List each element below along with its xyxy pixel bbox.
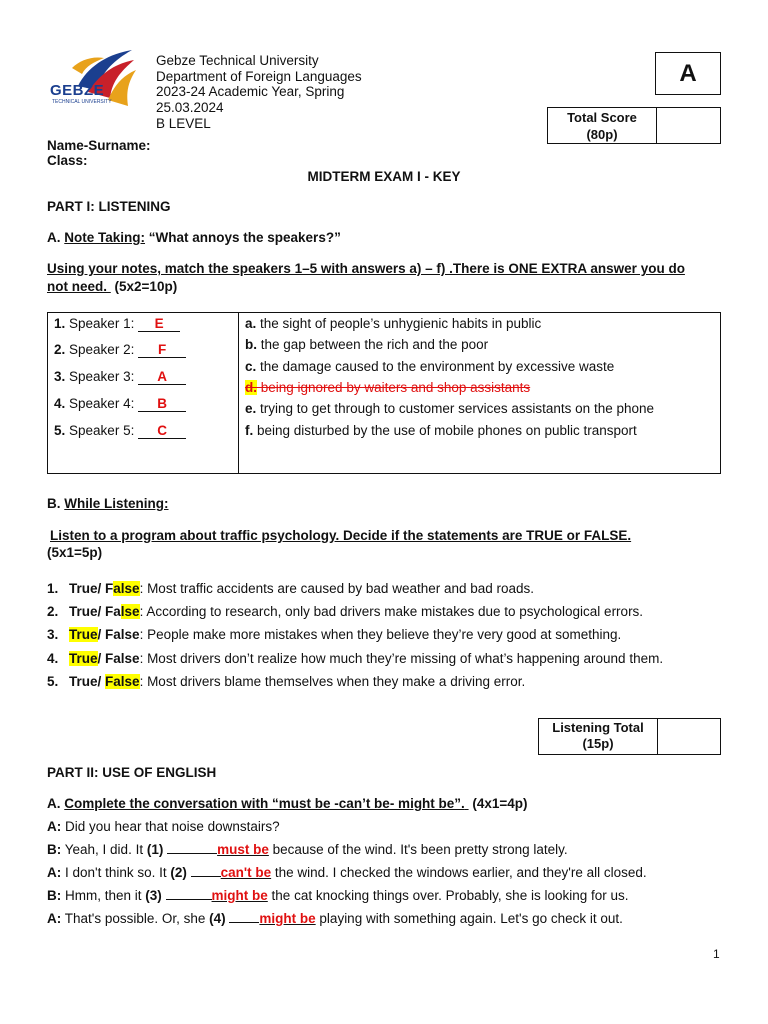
- part1-a-heading: A. Note Taking: “What annoys the speakers?”: [47, 230, 341, 245]
- statement-number: 5.: [47, 674, 59, 689]
- answer-option-letter: b.: [245, 337, 257, 352]
- dialogue-text-after: the cat knocking things over. Probably, she is looking for us.: [267, 888, 629, 903]
- blank-line[interactable]: [229, 922, 259, 923]
- dialogue-text: Hmm, then it: [61, 888, 146, 903]
- dialogue-text: That's possible. Or, she: [61, 911, 210, 926]
- listening-total-label-box: [538, 718, 658, 755]
- answer-option: [245, 316, 541, 331]
- speaker-row: [54, 423, 186, 439]
- statement-text: : According to research, only bad drivers make mistakes due to psychological errors.: [139, 604, 644, 619]
- statement-text: : Most drivers blame themselves when they make a driving error.: [139, 674, 526, 689]
- answer-option-letter: a.: [245, 316, 257, 331]
- speaker-label: Speaker 4:: [69, 396, 135, 411]
- false-option[interactable]: False: [105, 651, 140, 666]
- blank-number: (1): [146, 842, 164, 857]
- part2-a-heading: A. Complete the conversation with “must be -can’t be- might be”. (4x1=4p): [47, 796, 528, 811]
- dialogue-text: I don't think so. It: [61, 865, 171, 880]
- listening-total-label: Listening Total: [552, 720, 644, 735]
- answer-option-text: the gap between the rich and the poor: [260, 337, 489, 352]
- speaker-number: 4.: [54, 396, 66, 411]
- speaker-row: [54, 396, 186, 412]
- blank-number: (2): [170, 865, 187, 880]
- part1-a-heading-text: Note Taking:: [64, 230, 146, 245]
- answer-option-text-struck: being ignored by waiters and shop assistants: [257, 380, 531, 395]
- false-option[interactable]: False: [105, 604, 140, 619]
- total-score-field[interactable]: [656, 107, 721, 144]
- dialogue-speaker: B:: [47, 888, 62, 903]
- blank-line[interactable]: [191, 876, 221, 877]
- statement-text: : Most drivers don’t realize how much they’re missing of what’s happening around them.: [139, 651, 664, 666]
- dialogue-speaker: A:: [47, 819, 62, 834]
- part1-a-instruction-2: not need. (5x2=10p): [47, 279, 178, 294]
- blank-answer[interactable]: can't be: [220, 865, 272, 880]
- statement-number: 3.: [47, 627, 59, 642]
- dialogue-line: [47, 911, 623, 926]
- answer-option-text: being disturbed by the use of mobile phones on public transport: [257, 423, 637, 438]
- part1-b-instruction: Listen to a program about traffic psychology. Decide if the statements are TRUE or FALSE.: [50, 528, 632, 543]
- true-false-item: 5. True/ False: Most drivers blame themselves when they make a driving error.: [47, 674, 526, 689]
- statement-text: : People make more mistakes when they believe they’re very good at something.: [139, 627, 622, 642]
- true-false-item: 1. True/ False: Most traffic accidents are caused by bad weather and bad roads.: [47, 581, 535, 596]
- blank-answer[interactable]: might be: [211, 888, 268, 903]
- true-false-item: 2. True/ False: According to research, only bad drivers make mistakes due to psychological errors.: [47, 604, 644, 619]
- answer-option-text: the damage caused to the environment by excessive waste: [260, 359, 615, 374]
- statement-number: 4.: [47, 651, 59, 666]
- speaker-answer[interactable]: E: [138, 316, 180, 332]
- total-score-label-box: [547, 107, 657, 144]
- answer-option: [245, 401, 654, 416]
- dialogue-line: [47, 865, 647, 880]
- statement-number: 2.: [47, 604, 59, 619]
- false-option[interactable]: False: [105, 627, 140, 642]
- blank-line[interactable]: [167, 853, 217, 854]
- part1-title: PART I: LISTENING: [47, 199, 171, 214]
- dialogue-text: Yeah, I did. It: [61, 842, 147, 857]
- statement-text: : Most traffic accidents are caused by bad weather and bad roads.: [139, 581, 535, 596]
- answer-option: [245, 423, 637, 438]
- dialogue-line: [47, 842, 568, 857]
- part2-a-points: (4x1=4p): [472, 796, 528, 811]
- speaker-row: [54, 316, 180, 332]
- answer-option-text: the sight of people’s unhygienic habits in public: [260, 316, 542, 331]
- part1-a-instruction: Using your notes, match the speakers 1–5 with answers a) – f) .There is ONE EXTRA answer you do: [47, 261, 685, 276]
- listening-total-points: (15p): [582, 736, 614, 751]
- speaker-number: 2.: [54, 342, 66, 357]
- statement-number: 1.: [47, 581, 59, 596]
- dialogue-line: [47, 819, 280, 834]
- speaker-row: [54, 369, 186, 385]
- speaker-label: Speaker 1:: [69, 316, 135, 331]
- university-name: Gebze Technical University: [156, 53, 319, 68]
- dialogue-line: [47, 888, 629, 903]
- answer-option: [245, 380, 530, 395]
- exam-level: B LEVEL: [156, 116, 211, 131]
- exam-version: A: [679, 59, 697, 87]
- speaker-number: 3.: [54, 369, 66, 384]
- part1-a-question: “What annoys the speakers?”: [145, 230, 341, 245]
- blank-answer[interactable]: might be: [259, 911, 316, 926]
- dialogue-text: Did you hear that noise downstairs?: [61, 819, 280, 834]
- logo-text: GEBZE: [50, 82, 105, 99]
- logo-subtext: TECHNICAL UNIVERSITY: [52, 99, 112, 105]
- blank-number: (3): [145, 888, 162, 903]
- blank-line[interactable]: [166, 899, 212, 900]
- total-score-points: (80p): [586, 127, 618, 142]
- dialogue-speaker: B:: [47, 842, 62, 857]
- dialogue-text-after: because of the wind. It's been pretty strong lately.: [268, 842, 568, 857]
- part2-title: PART II: USE OF ENGLISH: [47, 765, 217, 780]
- speaker-row: [54, 342, 186, 358]
- class-label: Class:: [47, 153, 88, 168]
- answer-option: [245, 359, 614, 374]
- page-number: 1: [713, 947, 720, 961]
- dialogue-text-after: playing with something again. Let's go check it out.: [315, 911, 623, 926]
- exam-version-box: [655, 52, 721, 95]
- speaker-answer[interactable]: B: [138, 396, 186, 412]
- speaker-answer[interactable]: C: [138, 423, 186, 439]
- true-option[interactable]: True: [69, 651, 98, 666]
- true-false-item: 4. True/ False: Most drivers don’t realize how much they’re missing of what’s happening around them.: [47, 651, 664, 666]
- department-name: Department of Foreign Languages: [156, 69, 362, 84]
- answer-option: [245, 337, 488, 352]
- matching-table-divider: [238, 312, 239, 474]
- true-option[interactable]: True: [69, 627, 98, 642]
- speaker-answer[interactable]: F: [138, 342, 186, 358]
- false-option[interactable]: False: [105, 581, 140, 596]
- speaker-answer[interactable]: A: [138, 369, 186, 385]
- true-option[interactable]: True: [69, 674, 98, 689]
- false-option[interactable]: False: [105, 674, 140, 689]
- name-surname-label: Name-Surname:: [47, 138, 151, 153]
- listening-total-field[interactable]: [657, 718, 721, 755]
- answer-option-letter: e.: [245, 401, 257, 416]
- dialogue-text-after: the wind. I checked the windows earlier, and they're all closed.: [271, 865, 647, 880]
- part1-b-points: (5x1=5p): [47, 545, 103, 560]
- dialogue-speaker: A:: [47, 911, 62, 926]
- blank-number: (4): [209, 911, 226, 926]
- answer-option-letter: d.: [245, 380, 257, 395]
- true-false-item: 3. True/ False: People make more mistakes when they believe they’re very good at something.: [47, 627, 622, 642]
- part1-b-heading: B. While Listening:: [47, 496, 169, 511]
- answer-option-text: trying to get through to customer services assistants on the phone: [260, 401, 654, 416]
- part1-a-points: (5x2=10p): [114, 279, 178, 294]
- academic-year: 2023-24 Academic Year, Spring: [156, 84, 345, 99]
- speaker-label: Speaker 5:: [69, 423, 135, 438]
- exam-date: 25.03.2024: [156, 100, 224, 115]
- speaker-number: 1.: [54, 316, 66, 331]
- exam-title: MIDTERM EXAM I - KEY: [307, 169, 461, 184]
- speaker-label: Speaker 2:: [69, 342, 135, 357]
- true-option[interactable]: True: [69, 604, 98, 619]
- answer-option-letter: c.: [245, 359, 257, 374]
- blank-answer[interactable]: must be: [217, 842, 269, 857]
- answer-option-letter: f.: [245, 423, 254, 438]
- total-score-label: Total Score: [567, 110, 637, 125]
- true-option[interactable]: True: [69, 581, 98, 596]
- dialogue-speaker: A:: [47, 865, 62, 880]
- speaker-label: Speaker 3:: [69, 369, 135, 384]
- speaker-number: 5.: [54, 423, 66, 438]
